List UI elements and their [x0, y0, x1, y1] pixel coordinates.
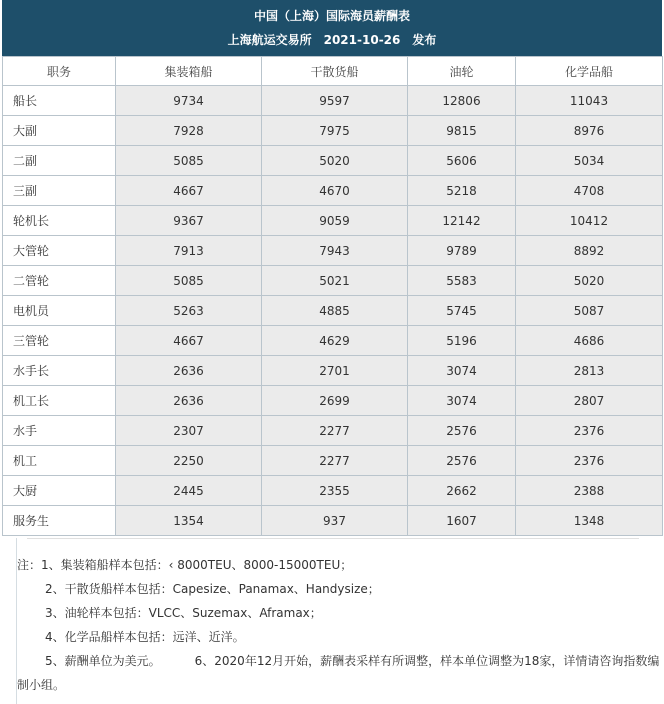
- salary-cell: 2662: [408, 476, 516, 506]
- table-row: [3, 116, 663, 146]
- position-name: 二副: [3, 146, 116, 176]
- table-row: [3, 326, 663, 356]
- salary-cell: 5606: [408, 146, 516, 176]
- note-4: 4、化学品船样本包括：远洋、近洋。: [45, 630, 245, 644]
- salary-cell: 4667: [116, 176, 262, 206]
- position-name: 大管轮: [3, 236, 116, 266]
- table-row: [3, 386, 663, 416]
- position-name: 电机员: [3, 296, 116, 326]
- salary-cell: 937: [262, 506, 408, 536]
- salary-cell: 2576: [408, 416, 516, 446]
- salary-cell: 5263: [116, 296, 262, 326]
- table-row: [3, 206, 663, 236]
- salary-cell: 5021: [262, 266, 408, 296]
- salary-table: [2, 56, 663, 536]
- position-name: 机工长: [3, 386, 116, 416]
- salary-cell: 5583: [408, 266, 516, 296]
- column-header: 化学品船: [516, 57, 663, 86]
- salary-cell: 1354: [116, 506, 262, 536]
- table-row: [3, 86, 663, 116]
- note-2: 2、干散货船样本包括：Capesize、Panamax、Handysize；: [45, 582, 380, 596]
- salary-cell: 7943: [262, 236, 408, 266]
- salary-cell: 2699: [262, 386, 408, 416]
- salary-cell: 9789: [408, 236, 516, 266]
- table-row: [3, 446, 663, 476]
- salary-cell: 2376: [516, 446, 663, 476]
- salary-cell: 4708: [516, 176, 663, 206]
- salary-cell: 2376: [516, 416, 663, 446]
- salary-cell: 5745: [408, 296, 516, 326]
- salary-cell: 2250: [116, 446, 262, 476]
- salary-cell: 9059: [262, 206, 408, 236]
- salary-cell: 5020: [516, 266, 663, 296]
- salary-cell: 2307: [116, 416, 262, 446]
- salary-cell: 8976: [516, 116, 663, 146]
- salary-cell: 2277: [262, 416, 408, 446]
- salary-cell: 5218: [408, 176, 516, 206]
- salary-cell: 5196: [408, 326, 516, 356]
- salary-cell: 8892: [516, 236, 663, 266]
- salary-cell: 5087: [516, 296, 663, 326]
- salary-cell: 9597: [262, 86, 408, 116]
- position-name: 机工: [3, 446, 116, 476]
- salary-cell: 4629: [262, 326, 408, 356]
- salary-cell: 2445: [116, 476, 262, 506]
- note-5: 5、薪酬单位为美元。: [45, 654, 161, 668]
- salary-cell: 10412: [516, 206, 663, 236]
- salary-cell: 4885: [262, 296, 408, 326]
- note-6-continued: 制小组。: [17, 678, 66, 692]
- salary-cell: 12806: [408, 86, 516, 116]
- notes-section: [16, 538, 660, 704]
- note-1: 注：1、集装箱船样本包括：‹ 8000TEU、8000-15000TEU；: [17, 558, 353, 572]
- salary-cell: 5020: [262, 146, 408, 176]
- position-name: 轮机长: [3, 206, 116, 236]
- table-title: 中国（上海）国际海员薪酬表: [253, 9, 410, 23]
- table-header: [2, 0, 662, 56]
- note-5-6: [17, 649, 660, 673]
- salary-cell: 2388: [516, 476, 663, 506]
- column-header: 油轮: [408, 57, 516, 86]
- salary-cell: 2813: [516, 356, 663, 386]
- salary-cell: 1607: [408, 506, 516, 536]
- table-row: [3, 176, 663, 206]
- salary-cell: 5085: [116, 266, 262, 296]
- table-subtitle: 上海航运交易所 2021-10-26 发布: [227, 33, 437, 47]
- salary-cell: 4670: [262, 176, 408, 206]
- table-row: [3, 416, 663, 446]
- position-name: 大厨: [3, 476, 116, 506]
- salary-cell: 3074: [408, 356, 516, 386]
- salary-cell: 7975: [262, 116, 408, 146]
- salary-cell: 4667: [116, 326, 262, 356]
- salary-cell: 12142: [408, 206, 516, 236]
- position-name: 三副: [3, 176, 116, 206]
- salary-cell: 9734: [116, 86, 262, 116]
- table-row: [3, 296, 663, 326]
- table-row: [3, 356, 663, 386]
- salary-cell: 9367: [116, 206, 262, 236]
- column-header: 职务: [3, 57, 116, 86]
- salary-cell: 2701: [262, 356, 408, 386]
- position-name: 二管轮: [3, 266, 116, 296]
- note-3: 3、油轮样本包括：VLCC、Suzemax、Aframax；: [45, 606, 322, 620]
- column-header: 集装箱船: [116, 57, 262, 86]
- salary-cell: 5085: [116, 146, 262, 176]
- position-name: 水手: [3, 416, 116, 446]
- position-name: 水手长: [3, 356, 116, 386]
- column-header: 干散货船: [262, 57, 408, 86]
- column-header-row: [3, 57, 663, 86]
- salary-cell: 4686: [516, 326, 663, 356]
- position-name: 服务生: [3, 506, 116, 536]
- salary-table-container: [2, 0, 662, 536]
- position-name: 大副: [3, 116, 116, 146]
- salary-cell: 11043: [516, 86, 663, 116]
- table-row: [3, 146, 663, 176]
- position-name: 三管轮: [3, 326, 116, 356]
- salary-cell: 2355: [262, 476, 408, 506]
- salary-cell: 3074: [408, 386, 516, 416]
- salary-cell: 2277: [262, 446, 408, 476]
- salary-cell: 2576: [408, 446, 516, 476]
- salary-cell: 2636: [116, 386, 262, 416]
- salary-cell: 2636: [116, 356, 262, 386]
- table-row: [3, 476, 663, 506]
- note-6: 6、2020年12月开始，薪酬表采样有所调整，样本单位调整为18家，详情请咨询指数编: [194, 654, 660, 668]
- salary-cell: 7928: [116, 116, 262, 146]
- salary-cell: 5034: [516, 146, 663, 176]
- salary-cell: 7913: [116, 236, 262, 266]
- table-row: [3, 506, 663, 536]
- salary-cell: 2807: [516, 386, 663, 416]
- table-row: [3, 236, 663, 266]
- table-row: [3, 266, 663, 296]
- position-name: 船长: [3, 86, 116, 116]
- salary-cell: 1348: [516, 506, 663, 536]
- salary-cell: 9815: [408, 116, 516, 146]
